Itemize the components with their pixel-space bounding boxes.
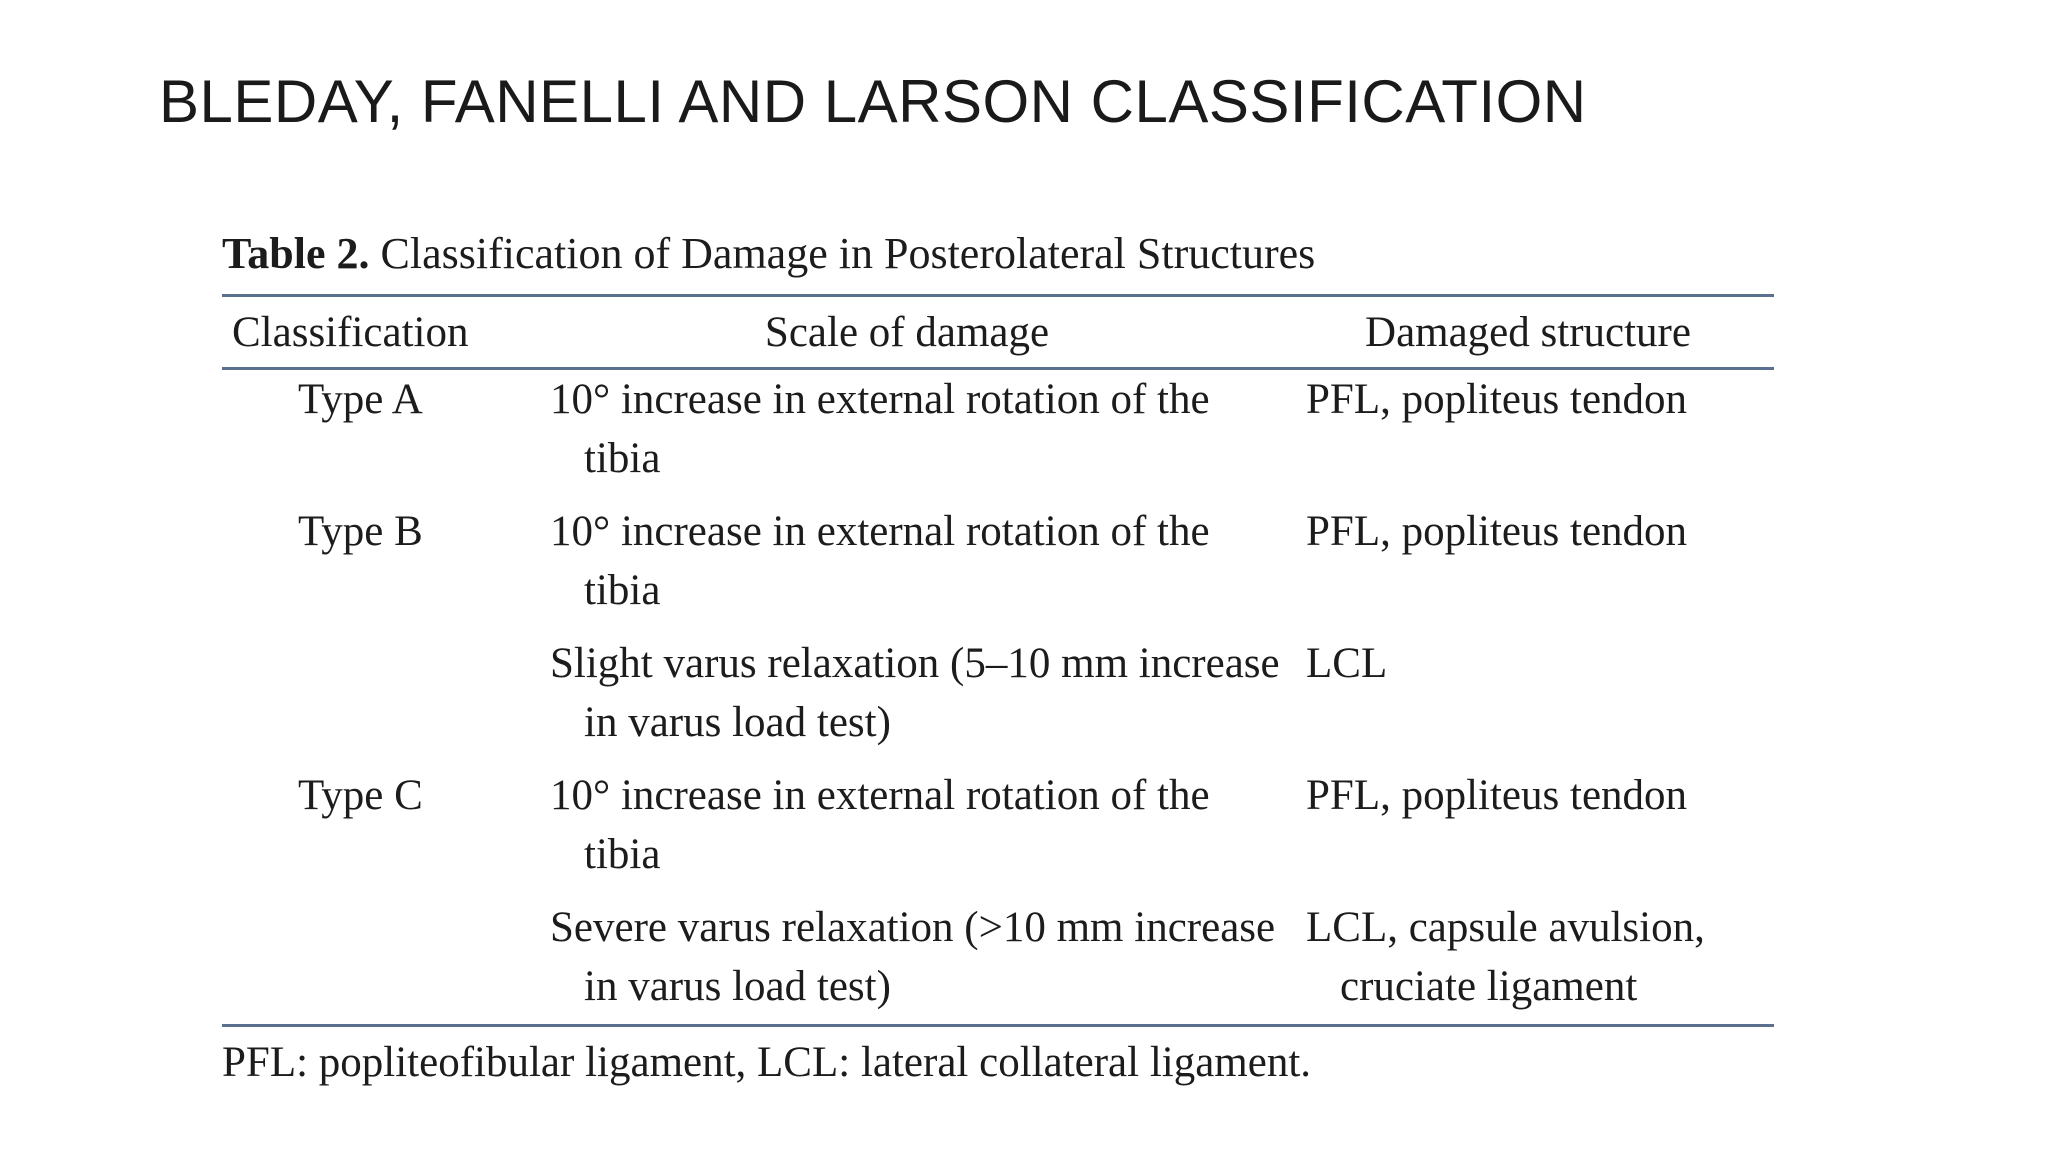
row-scale-of-damage (532, 634, 1282, 752)
row-scale-text: 10° increase in external rotation of the tibia (550, 508, 1210, 614)
table-caption-text: Classification of Damage in Posterolateral Structures (369, 229, 1316, 278)
row-scale-of-damage (532, 898, 1282, 1016)
row-scale-text: Slight varus relaxation (5–10 mm increase in varus load test) (550, 640, 1280, 746)
row-spacer (222, 884, 1774, 898)
classification-table-figure (222, 224, 1774, 1093)
row-damaged-structure (1282, 370, 1774, 488)
table-footnote: PFL: popliteofibular ligament, LCL: lateral collateral ligament. (222, 1039, 1312, 1086)
classification-table-body (222, 370, 1774, 1016)
row-damaged-structure (1282, 634, 1774, 752)
row-damaged-structure (1282, 502, 1774, 620)
table-header-row (222, 297, 1774, 367)
row-spacer (222, 488, 1774, 502)
classification-table (222, 297, 1774, 367)
table-bottom-rule (222, 1024, 1774, 1027)
row-structure-text: PFL, popliteus tendon (1306, 508, 1688, 555)
table-caption (222, 224, 1774, 284)
row-type: Type C (298, 772, 423, 819)
row-type (222, 898, 532, 1016)
row-scale-of-damage (532, 370, 1282, 488)
header-classification: Classification (232, 308, 469, 356)
row-damaged-structure (1282, 898, 1774, 1016)
header-scale-of-damage: Scale of damage (764, 308, 1050, 356)
row-type: Type A (298, 376, 423, 423)
table-row (222, 370, 1774, 488)
row-damaged-structure (1282, 766, 1774, 884)
row-type: Type B (298, 508, 423, 555)
table-row (222, 634, 1774, 752)
row-structure-text: PFL, popliteus tendon (1306, 376, 1688, 423)
row-structure-text: LCL (1306, 640, 1388, 687)
slide-title: BLEDAY, FANELLI AND LARSON CLASSIFICATION (159, 68, 1587, 135)
table-row (222, 898, 1774, 1016)
table-row (222, 502, 1774, 620)
row-scale-text: Severe varus relaxation (>10 mm increase in varus load test) (550, 904, 1276, 1010)
row-spacer (222, 752, 1774, 766)
table-caption-label: Table 2. (222, 229, 370, 278)
row-type (222, 634, 532, 752)
row-structure-text: LCL, capsule avulsion, cruciate ligament (1306, 904, 1705, 1010)
row-scale-of-damage (532, 766, 1282, 884)
header-damaged-structure: Damaged structure (1365, 308, 1691, 356)
row-scale-text: 10° increase in external rotation of the tibia (550, 376, 1210, 482)
row-structure-text: PFL, popliteus tendon (1306, 772, 1688, 819)
table-row (222, 766, 1774, 884)
row-spacer (222, 620, 1774, 634)
row-scale-text: 10° increase in external rotation of the tibia (550, 772, 1210, 878)
row-scale-of-damage (532, 502, 1282, 620)
